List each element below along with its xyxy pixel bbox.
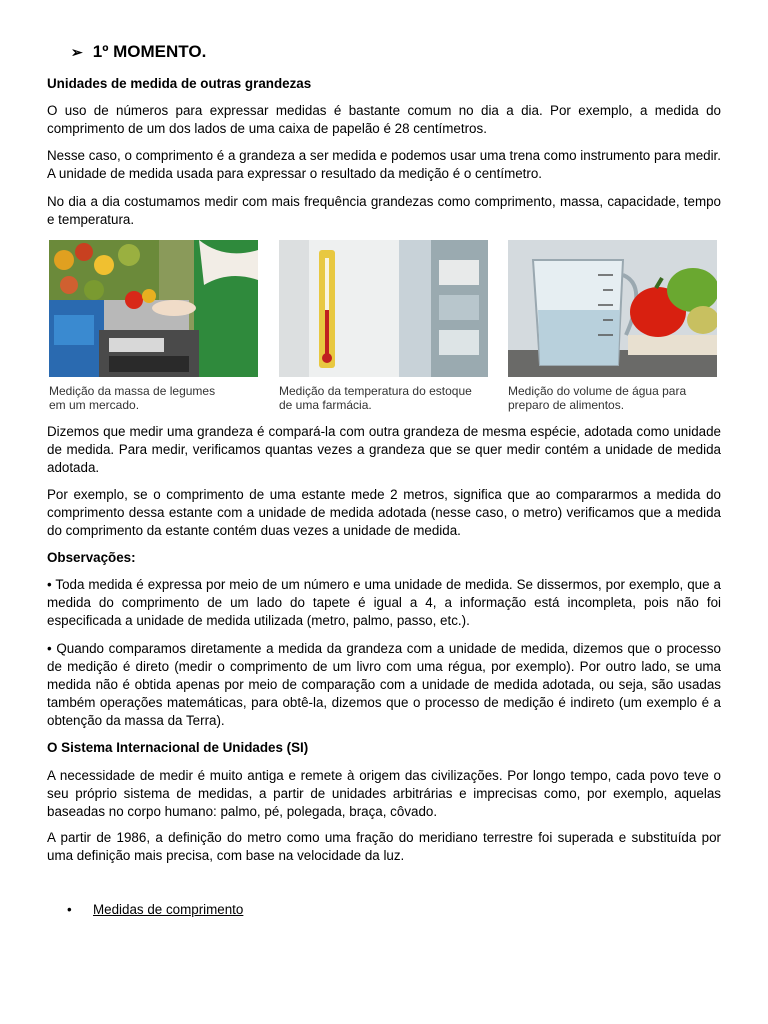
paragraph: O uso de números para expressar medidas é bastante comum no dia a dia. Por exemplo, a medida do comprimento de um dos lados de uma caixa de papelão é 28 centímetros.: [47, 103, 721, 136]
paragraph: A partir de 1986, a definição do metro como uma fração do meridiano terrestre foi superada e substituída por uma definição mais precisa, com base na velocidade da luz.: [47, 830, 721, 863]
list-item-medidas-comprimento: [67, 902, 243, 917]
observacoes-title: Observações:: [47, 550, 136, 565]
bullet-icon: •: [67, 902, 72, 917]
figure-caption-line: Medição do volume de água para: [508, 384, 687, 398]
list-item-label: Medidas de comprimento: [93, 902, 244, 917]
figure-market: [49, 240, 258, 412]
paragraph: A necessidade de medir é muito antiga e remete à origem das civilizações. Por longo tempo, cada povo teve o seu próprio sistema de medidas, a partir de unidades arbitrárias e imprecisas como, por exemplo, aquelas baseadas no corpo humano: palmo, pé, polegada, braça, côvado.: [47, 768, 721, 819]
market-scale-photo: [49, 240, 258, 377]
figure-caption-line: Medição da massa de legumes: [49, 384, 216, 398]
observation-item: • Quando comparamos diretamente a medida da grandeza com a unidade de medida, dizemos que o processo de medição é direto (medir o comprimento de um livro com uma régua, por exemplo). Por outro lado, se uma medida não é obtida apenas por meio de comparação com a unidade de medida adotada, ou seja, são usadas também operações matemáticas, para obtê-la, dizemos que o processo de medição é indireto (um exemplo é a obtenção da massa da Terra).: [47, 641, 721, 728]
section-title-unidades: Unidades de medida de outras grandezas: [47, 76, 312, 91]
measuring-cup-photo: [508, 240, 717, 377]
figure-caption-line: preparo de alimentos.: [508, 398, 625, 412]
arrow-bullet-icon: ➢: [71, 43, 83, 60]
figure-row: [49, 240, 719, 415]
paragraph: Nesse caso, o comprimento é a grandeza a ser medida e podemos usar uma trena como instrumento para medir. A unidade de medida usada para expressar o resultado da medição é o centímetro.: [47, 148, 721, 181]
paragraph: Por exemplo, se o comprimento de uma estante mede 2 metros, significa que ao compararmos a medida do comprimento dessa estante com a unidade de medida adotada (nesse caso, o metro) verificamos que a medida do comprimento da estante contém duas vezes a unidade de medida.: [47, 487, 721, 538]
paragraph: Dizemos que medir uma grandeza é compará-la com outra grandeza de mesma espécie, adotada como unidade de medida. Para medir, verificamos quantas vezes a grandeza que se quer medir contém a unidade de medida adotada.: [47, 424, 721, 475]
observation-item: • Toda medida é expressa por meio de um número e uma unidade de medida. Se dissermos, por exemplo, que a medida do comprimento de um lado do tapete é igual a 4, a informação está incompleta, pois não foi especificada a unidade de medida utilizada (metro, palmo, passo, etc.).: [47, 577, 721, 628]
moment-heading: [71, 42, 206, 62]
figure-caption-line: em um mercado.: [49, 398, 140, 412]
figure-thermometer: [279, 240, 488, 412]
heading-text: 1º MOMENTO.: [92, 42, 207, 61]
section-title-si: O Sistema Internacional de Unidades (SI): [47, 740, 309, 755]
figure-caption-line: de uma farmácia.: [279, 398, 372, 412]
figure-caption-line: Medição da temperatura do estoque: [279, 384, 472, 398]
paragraph: No dia a dia costumamos medir com mais frequência grandezas como comprimento, massa, capacidade, tempo e temperatura.: [47, 194, 721, 227]
thermometer-photo: [279, 240, 488, 377]
figure-measuring-cup: [508, 240, 717, 412]
